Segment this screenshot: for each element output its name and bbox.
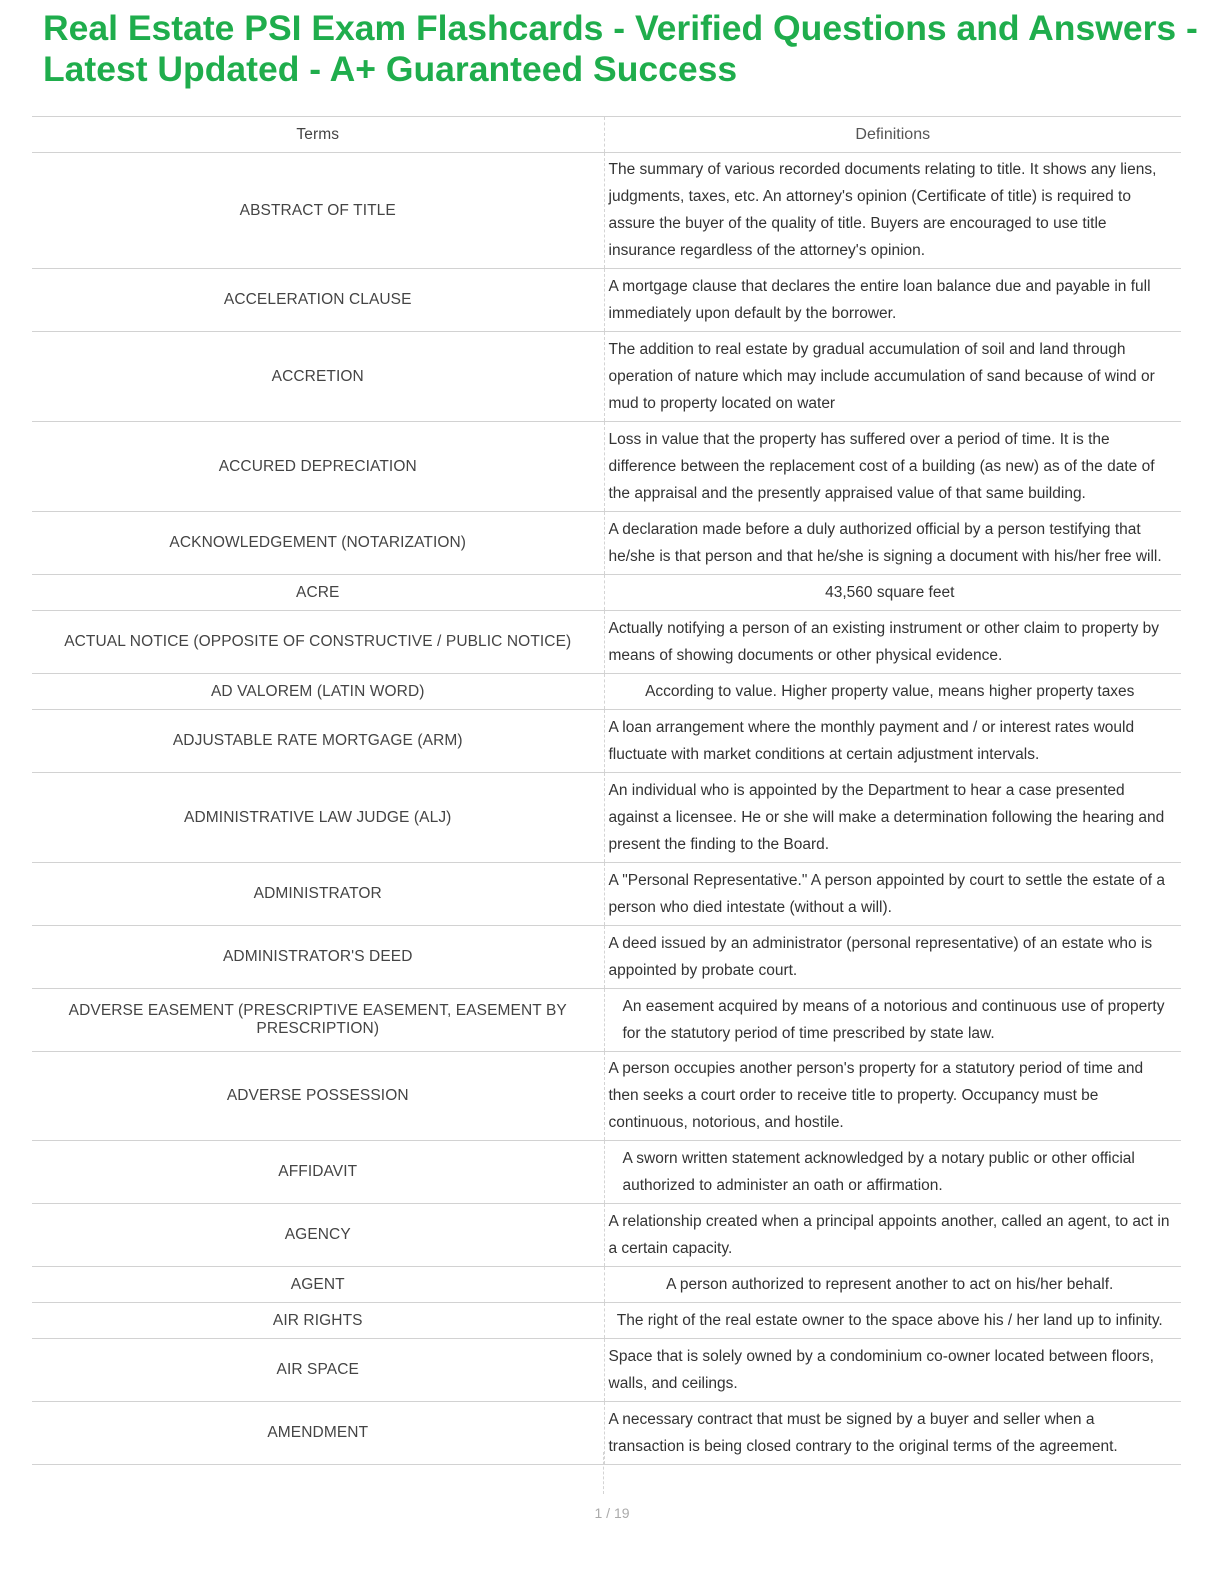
table-row <box>32 710 1181 773</box>
definition-cell: A person authorized to represent another to act on his/her behalf. <box>604 1267 1181 1303</box>
table-row <box>32 674 1181 710</box>
table-row <box>32 989 1181 1052</box>
definition-cell: A loan arrangement where the monthly payment and / or interest rates would fluctuate with market conditions at certain adjustment intervals. <box>604 710 1181 773</box>
definition-cell: According to value. Higher property value, means higher property taxes <box>604 674 1181 710</box>
table-row <box>32 512 1181 575</box>
term-cell: ACRE <box>32 575 604 611</box>
table-row <box>32 332 1181 422</box>
term-cell: ADMINISTRATIVE LAW JUDGE (ALJ) <box>32 773 604 863</box>
document-title: Real Estate PSI Exam Flashcards - Verified Questions and Answers - Latest Updated - A+ Guaranteed Success <box>43 8 1198 89</box>
term-cell: AGENCY <box>32 1204 604 1267</box>
term-cell: ACCURED DEPRECIATION <box>32 422 604 512</box>
term-cell: AFFIDAVIT <box>32 1141 604 1204</box>
table-row <box>32 422 1181 512</box>
table-row <box>32 926 1181 989</box>
table-row <box>32 1402 1181 1465</box>
term-cell: ABSTRACT OF TITLE <box>32 153 604 269</box>
term-cell: ADVERSE POSSESSION <box>32 1052 604 1141</box>
table-row <box>32 269 1181 332</box>
term-cell: ACCRETION <box>32 332 604 422</box>
table-row <box>32 1052 1181 1141</box>
definition-cell: An individual who is appointed by the Department to hear a case presented against a licensee. He or she will make a determination following the hearing and present the finding to the Board. <box>604 773 1181 863</box>
definition-cell: The summary of various recorded documents relating to title. It shows any liens, judgments, taxes, etc. An attorney's opinion (Certificate of title) is required to assure the buyer of the quality of title. Buyers are encouraged to use title insurance regardless of the attorney's opinion. <box>604 153 1181 269</box>
table-row <box>32 153 1181 269</box>
table-row <box>32 1141 1181 1204</box>
table-row <box>32 575 1181 611</box>
flashcard-table <box>32 116 1181 1465</box>
terms-column-header: Terms <box>32 117 604 153</box>
definition-cell: A sworn written statement acknowledged by a notary public or other official authorized to administer an oath or affirmation. <box>604 1141 1181 1204</box>
term-cell: ADJUSTABLE RATE MORTGAGE (ARM) <box>32 710 604 773</box>
term-cell: ACCELERATION CLAUSE <box>32 269 604 332</box>
term-cell: ADMINISTRATOR'S DEED <box>32 926 604 989</box>
table-header-row <box>32 117 1181 153</box>
table-row <box>32 773 1181 863</box>
definition-cell: A declaration made before a duly authorized official by a person testifying that he/she is that person and that he/she is signing a document with his/her free will. <box>604 512 1181 575</box>
table-row <box>32 1303 1181 1339</box>
term-cell: AIR SPACE <box>32 1339 604 1402</box>
term-cell: ACKNOWLEDGEMENT (NOTARIZATION) <box>32 512 604 575</box>
definition-cell: A relationship created when a principal appoints another, called an agent, to act in a certain capacity. <box>604 1204 1181 1267</box>
definition-cell: Actually notifying a person of an existing instrument or other claim to property by means of showing documents or other physical evidence. <box>604 611 1181 674</box>
definition-cell: A person occupies another person's property for a statutory period of time and then seeks a court order to receive title to property. Occupancy must be continuous, notorious, and hostile. <box>604 1052 1181 1141</box>
page-number: 1 / 19 <box>594 1505 630 1521</box>
definition-cell: Loss in value that the property has suffered over a period of time. It is the difference between the replacement cost of a building (as new) as of the date of the appraisal and the presently appraised value of that same building. <box>604 422 1181 512</box>
term-cell: ADVERSE EASEMENT (PRESCRIPTIVE EASEMENT, EASEMENT BY PRESCRIPTION) <box>32 989 604 1052</box>
term-cell: ACTUAL NOTICE (OPPOSITE OF CONSTRUCTIVE / PUBLIC NOTICE) <box>32 611 604 674</box>
term-cell: ADMINISTRATOR <box>32 863 604 926</box>
definitions-column-header: Definitions <box>604 117 1181 153</box>
term-cell: AMENDMENT <box>32 1402 604 1465</box>
definition-cell: Space that is solely owned by a condominium co-owner located between floors, walls, and ceilings. <box>604 1339 1181 1402</box>
table-row <box>32 1339 1181 1402</box>
table-row <box>32 1267 1181 1303</box>
term-cell: AD VALOREM (LATIN WORD) <box>32 674 604 710</box>
table-row <box>32 611 1181 674</box>
definition-cell: The right of the real estate owner to the space above his / her land up to infinity. <box>604 1303 1181 1339</box>
definition-cell: A "Personal Representative." A person appointed by court to settle the estate of a person who died intestate (without a will). <box>604 863 1181 926</box>
table-row <box>32 1204 1181 1267</box>
definition-cell: A mortgage clause that declares the entire loan balance due and payable in full immediately upon default by the borrower. <box>604 269 1181 332</box>
term-cell: AGENT <box>32 1267 604 1303</box>
column-divider-tail <box>603 1452 604 1494</box>
definition-cell: 43,560 square feet <box>604 575 1181 611</box>
table-row <box>32 863 1181 926</box>
definition-cell: A deed issued by an administrator (personal representative) of an estate who is appointed by probate court. <box>604 926 1181 989</box>
definition-cell: The addition to real estate by gradual accumulation of soil and land through operation of nature which may include accumulation of sand because of wind or mud to property located on water <box>604 332 1181 422</box>
definition-cell: A necessary contract that must be signed by a buyer and seller when a transaction is being closed contrary to the original terms of the agreement. <box>604 1402 1181 1465</box>
term-cell: AIR RIGHTS <box>32 1303 604 1339</box>
definition-cell: An easement acquired by means of a notorious and continuous use of property for the statutory period of time prescribed by state law. <box>604 989 1181 1052</box>
